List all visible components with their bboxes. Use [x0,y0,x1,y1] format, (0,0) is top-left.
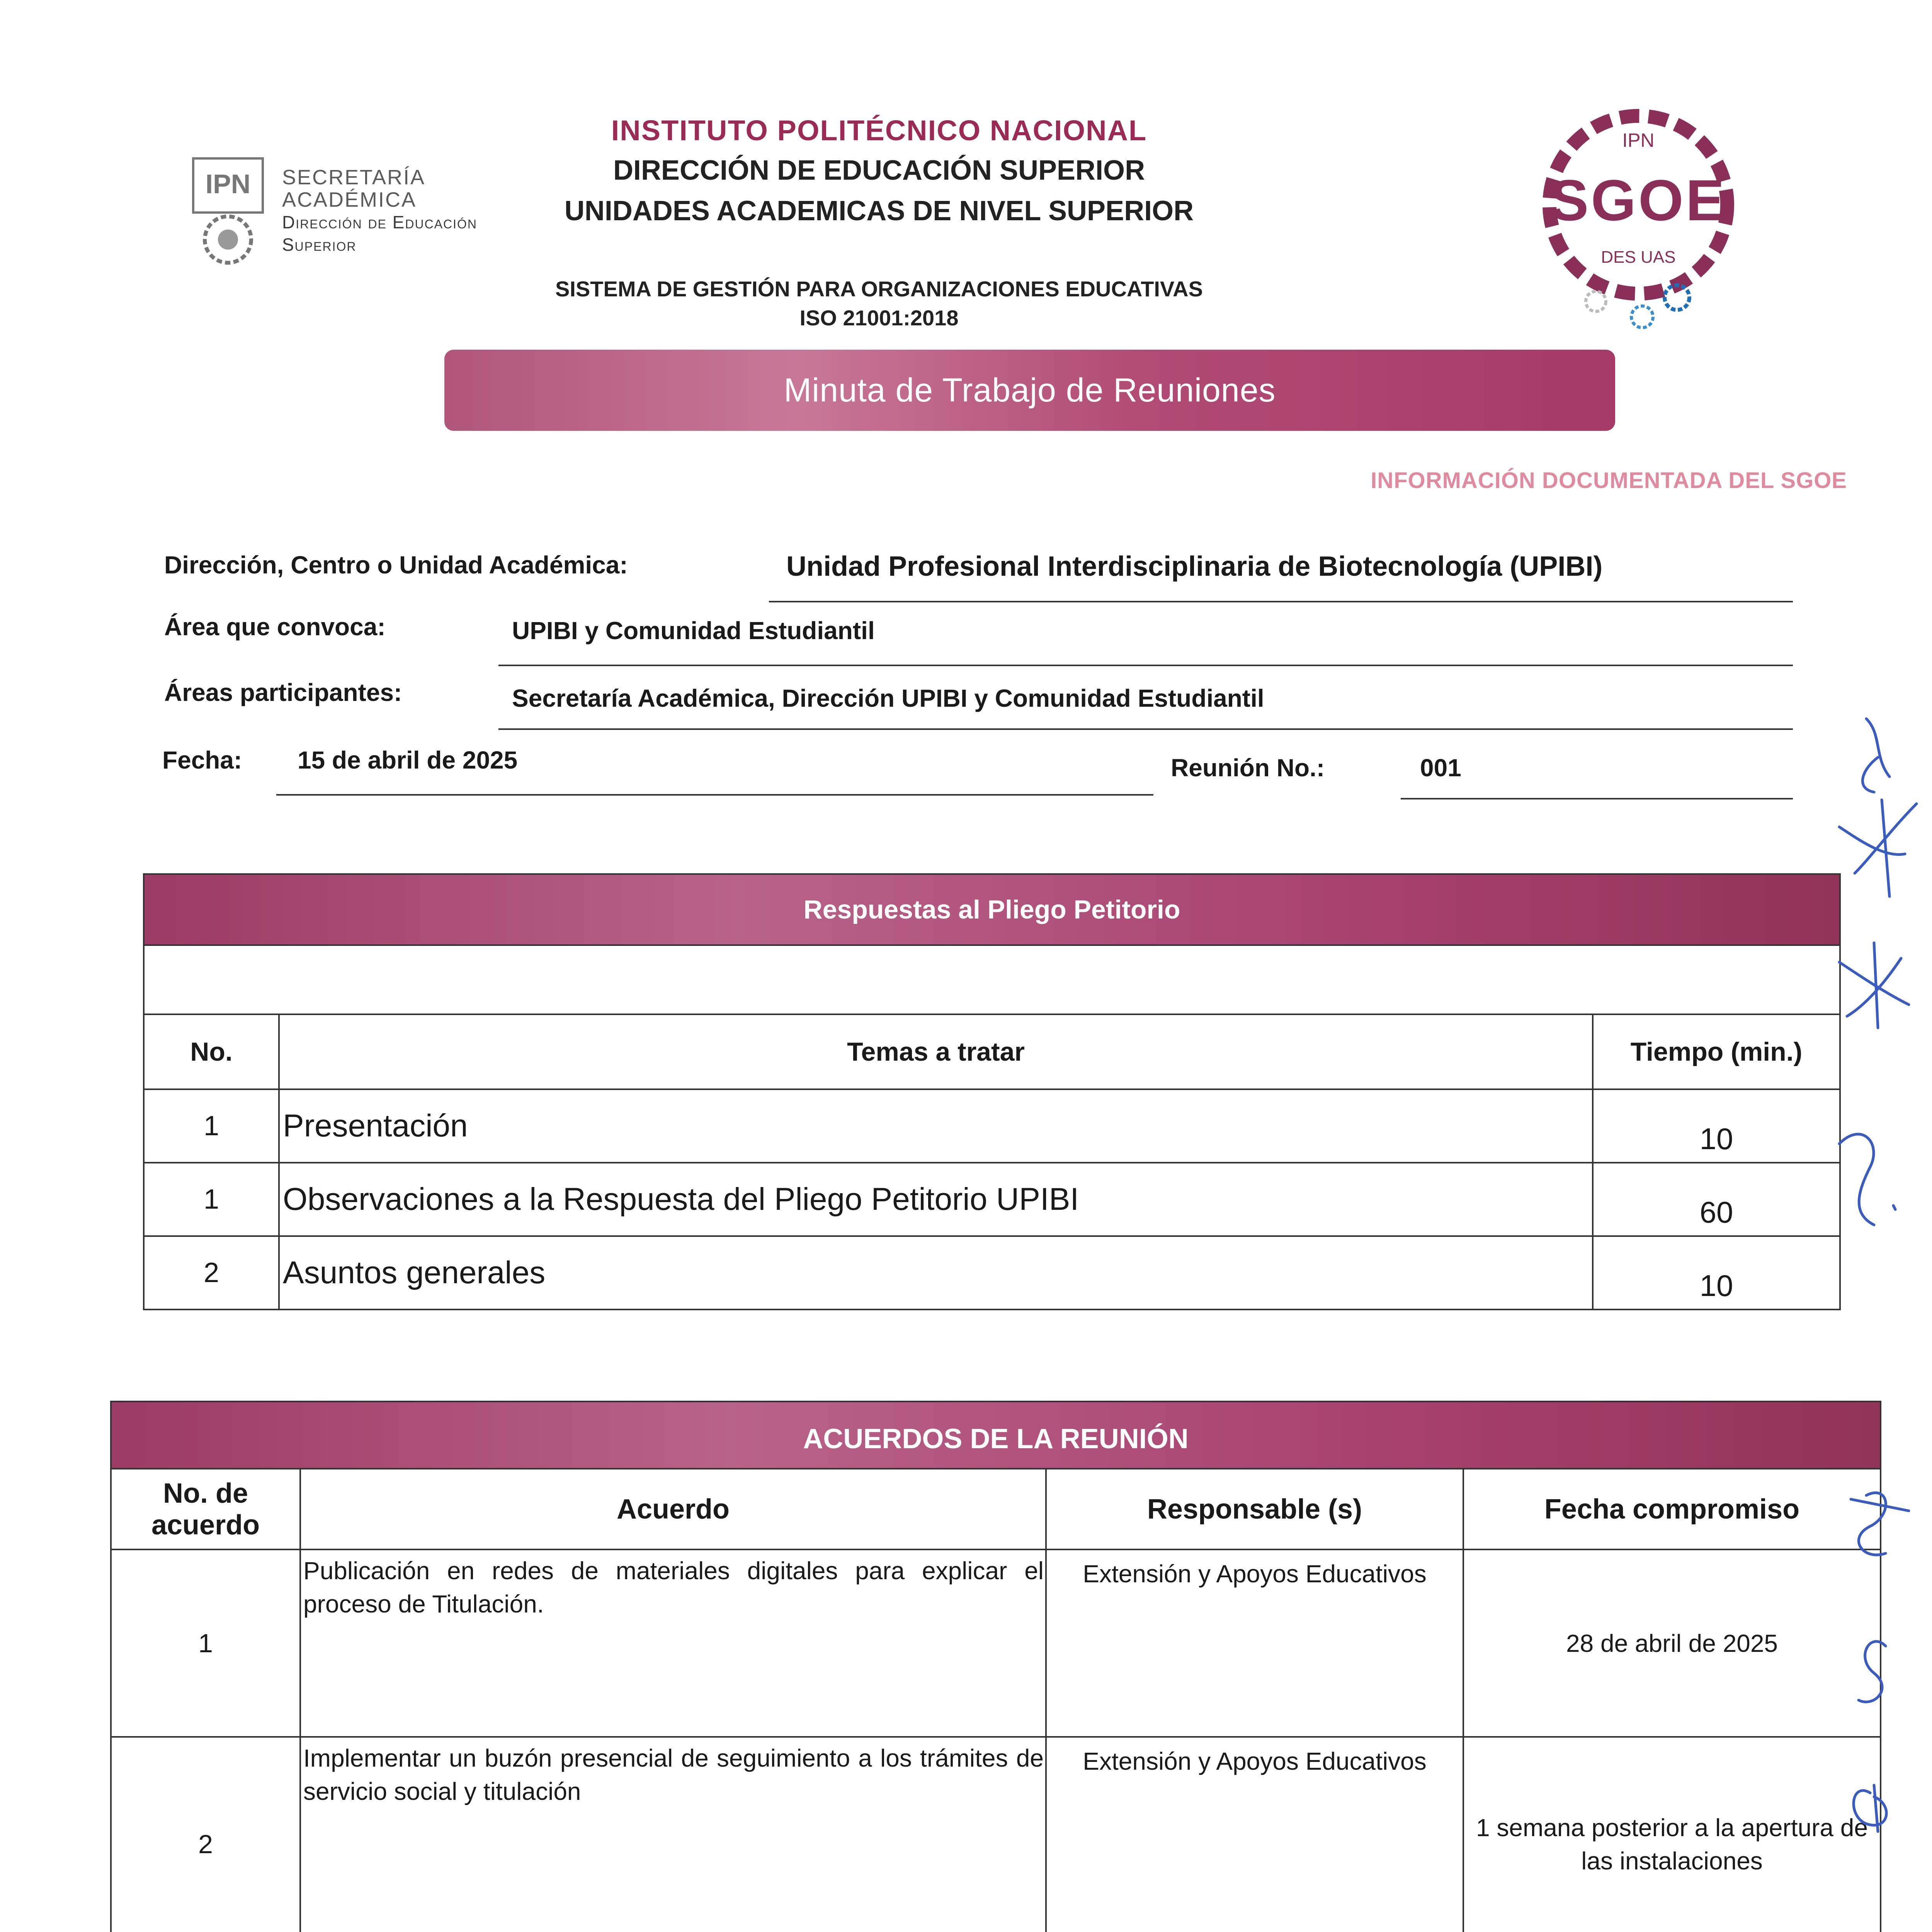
institute-name: INSTITUTO POLITÉCNICO NACIONAL [611,114,1147,146]
agreements-header-fecha: Fecha compromiso [1463,1469,1881,1549]
handwritten-signatures [1816,711,1932,1889]
agenda-row-time: 10 [1593,1089,1840,1163]
agenda-row-no: 1 [144,1163,279,1236]
agreement-no: 2 [111,1737,300,1932]
agenda-row-no: 2 [144,1236,279,1310]
agreements-header-no-line2: acuerdo [151,1509,260,1541]
superior-text: Superior [282,235,357,255]
agenda-table [143,873,1841,1310]
documented-info-label: INFORMACIÓN DOCUMENTADA DEL SGOE [1371,468,1847,493]
iso-standard: ISO 21001:2018 [799,306,959,330]
sgoe-main-text: SGOE [1550,168,1727,233]
areas-label: Áreas participantes: [164,679,402,706]
fecha-label: Fecha: [162,746,242,774]
agenda-row-no: 1 [144,1089,279,1163]
agenda-header-tiempo: Tiempo (min.) [1593,1014,1840,1089]
agreement-responsible: Extensión y Apoyos Educativos [1046,1737,1463,1932]
agreements-title: ACUERDOS DE LA REUNIÓN [111,1401,1881,1469]
direction-name: DIRECCIÓN DE EDUCACIÓN SUPERIOR [613,155,1145,186]
fecha-underline [276,794,1153,796]
agenda-header-temas: Temas a tratar [279,1014,1593,1089]
ipn-logo [185,155,270,270]
table-row [144,1089,1840,1163]
direccion-label: Dirección, Centro o Unidad Académica: [164,551,628,579]
table-row [144,1236,1840,1310]
units-name: UNIDADES ACADEMICAS DE NIVEL SUPERIOR [564,196,1194,226]
system-name: SISTEMA DE GESTIÓN PARA ORGANIZACIONES EDUCATIVAS [555,277,1203,301]
reunion-underline [1401,798,1793,799]
agreements-table [110,1401,1881,1932]
agenda-spacer-row [144,945,1840,1014]
agenda-row-time: 60 [1593,1163,1840,1236]
table-row [144,1163,1840,1236]
fecha-value: 15 de abril de 2025 [298,746,518,774]
agreements-header-no [111,1469,300,1549]
agreement-date: 28 de abril de 2025 [1463,1549,1881,1737]
agenda-row-topic: Asuntos generales [279,1236,1593,1310]
agreement-date: 1 semana posterior a la apertura de las instalaciones [1463,1737,1881,1932]
agreement-responsible: Extensión y Apoyos Educativos [1046,1549,1463,1737]
area-underline [498,665,1793,666]
direccion-underline [769,601,1793,602]
document-title: Minuta de Trabajo de Reuniones [444,350,1615,431]
agenda-row-topic: Observaciones a la Respuesta del Pliego Petitorio UPIBI [279,1163,1593,1236]
agreement-text: Publicación en redes de materiales digitales para explicar el proceso de Titulación. [300,1549,1046,1737]
secretaria-text: SECRETARÍA [282,166,426,189]
agreement-no: 1 [111,1549,300,1737]
reunion-value: 001 [1420,754,1461,782]
agreements-header-no-line1: No. de [163,1478,248,1509]
reunion-label: Reunión No.: [1171,754,1325,782]
left-logo-text [282,166,477,256]
areas-value: Secretaría Académica, Dirección UPIBI y Comunidad Estudiantil [512,684,1264,712]
sgoe-bottom-text: DES UAS [1601,248,1676,267]
area-label: Área que convoca: [164,613,386,641]
sgoe-top-text: IPN [1622,129,1655,151]
table-row [111,1549,1881,1737]
sgoe-logo [1530,100,1747,332]
agreement-text: Implementar un buzón presencial de seguimiento a los trámites de servicio social y titulación [300,1737,1046,1932]
area-value: UPIBI y Comunidad Estudiantil [512,617,875,645]
agreements-header-acuerdo: Acuerdo [300,1469,1046,1549]
table-row [111,1737,1881,1932]
ipn-mark: IPN [205,169,251,199]
direccion-text: Dirección de Educación [282,212,478,232]
agenda-row-time: 10 [1593,1236,1840,1310]
agreements-header-responsable: Responsable (s) [1046,1469,1463,1549]
direccion-value: Unidad Profesional Interdisciplinaria de Biotecnología (UPIBI) [786,551,1603,582]
areas-underline [498,728,1793,730]
academica-text: ACADÉMICA [282,188,417,211]
agenda-title: Respuestas al Pliego Petitorio [144,874,1840,945]
agenda-row-topic: Presentación [279,1089,1593,1163]
agenda-header-no: No. [144,1014,279,1089]
